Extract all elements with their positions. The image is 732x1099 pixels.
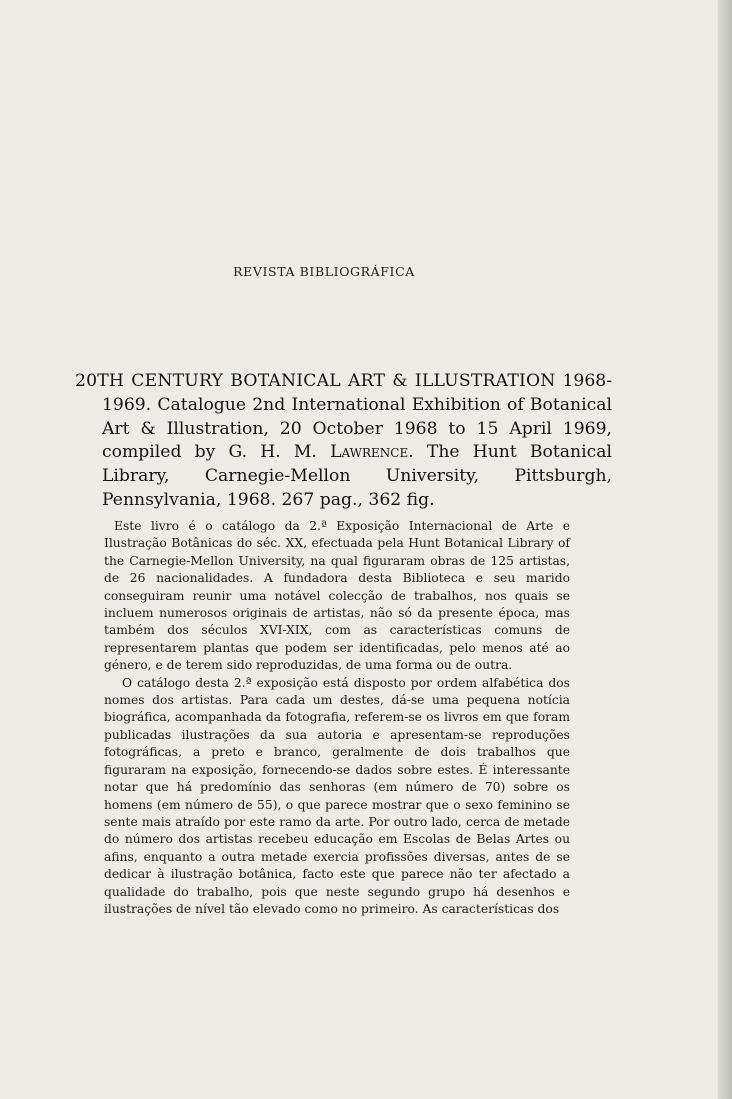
entry-title-main: 20TH CENTURY BOTANICAL ART & ILLUSTRATION [75,371,556,391]
entry-title-details: 1968-1969. Catalogue 2nd International Exhibition of Botanical Art & Illustration, 20 October 1968 to 15 April 1969, compiled by G. H. M. [102,371,612,463]
paragraph-2: O catálogo desta 2.ª exposição está disposto por ordem alfabética dos nomes dos artistas. Para cada um destes, dá-se uma pequena notícia biográfica, acompanhada da fotografia, referem-se os livros em que foram publicadas ilustrações da sua autoria e apresentam-se reproduções fotográficas, a preto e branco, geralmente de dois trabalhos que figuraram na exposição, fornecendo-se dados sobre estes. É interessante notar que há predomínio das senhoras (em número de 70) sobre os homens (em número de 55), o que parece mostrar que o sexo feminino se sente mais atraído por este ramo da arte. Por outro lado, cerca de metade do número dos artistas recebeu educação em Escolas de Belas Artes ou afins, enquanto a outra metade exercia profissões diversas, antes de se dedicar à ilustração botânica, facto este que parece não ter afectado a qualidade do trabalho, pois que neste segundo grupo há desenhos e ilustrações de nível tão elevado como no primeiro. As características dos [104,675,570,916]
review-text [104,518,570,918]
entry-author: Lawrence [330,442,409,463]
running-head: REVISTA BIBLIOGRÁFICA [233,264,415,279]
page-edge [718,0,732,1099]
entry-title [75,370,612,513]
entry-publisher: . The Hunt Botanical Library, Carnegie-Mellon University, Pittsburgh, Pennsylvania, 1968. 267 pag., 362 fig. [102,442,612,510]
paragraph-1: Este livro é o catálogo da 2.ª Exposição Internacional de Arte e Ilustração Botânicas do séc. XX, efectuada pela Hunt Botanical Library of the Carnegie-Mellon University, na qual figuraram obras de 125 artistas, de 26 nacionalidades. A fundadora desta Biblioteca e seu marido conseguiram reunir uma notável colecção de trabalhos, nos quais se incluem numerosos originais de artistas, não só da presente época, mas também dos séculos XVI-XIX, com as características comuns de representarem plantas que podem ser identificadas, pelo menos até ao género, e de terem sido reproduzidas, de uma forma ou de outra. [104,519,570,673]
